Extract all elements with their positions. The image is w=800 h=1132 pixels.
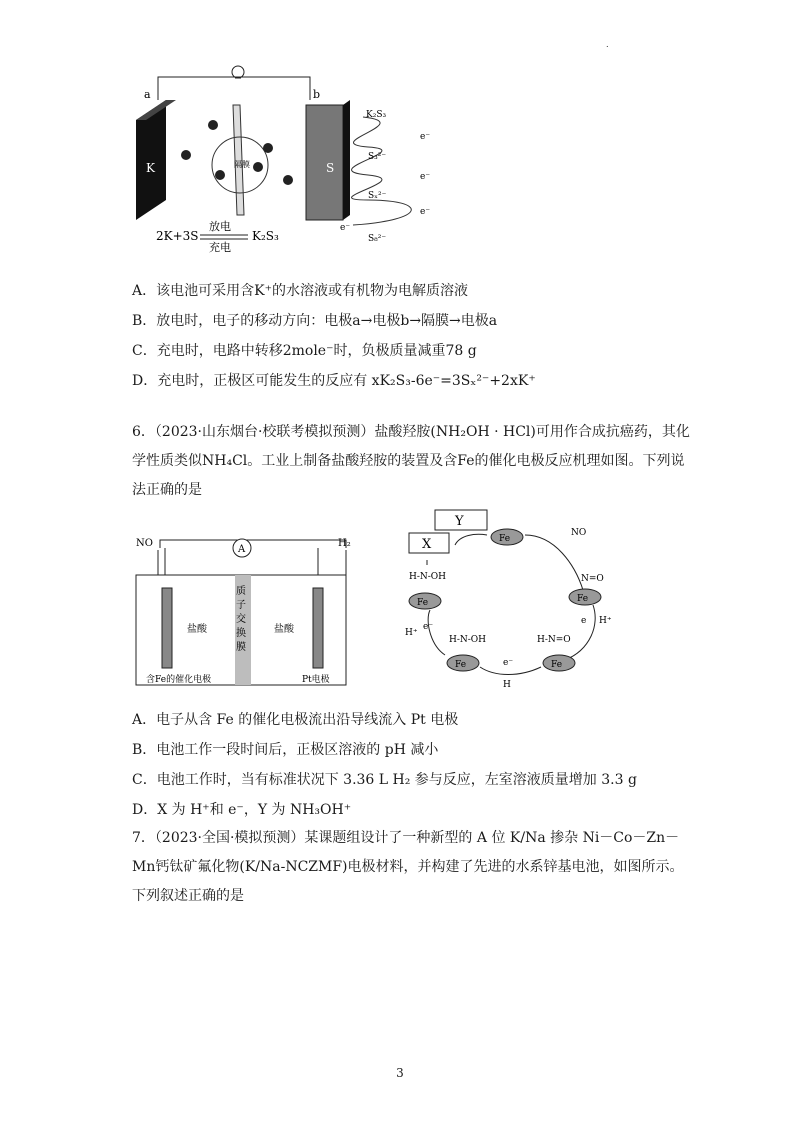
species-5: Sₓ²⁻ <box>368 191 387 201</box>
svg-text:H-N=O: H-N=O <box>537 635 571 645</box>
svg-text:子: 子 <box>236 600 246 611</box>
label-k: K <box>146 161 155 175</box>
h-label-2: H <box>503 680 511 690</box>
q5-option-c: C．充电时，电路中转移2mole⁻时，负极质量减重78 g <box>132 343 477 359</box>
page-dot: . <box>606 40 609 49</box>
fe-node-1: Fe <box>499 534 511 544</box>
fe-node-2: Fe <box>577 594 589 604</box>
q6-stem: 6．（2023·山东烟台·校联考模拟预测）盐酸羟胺(NH₂OH · HCl)可用作合成抗癌药，其化学性质类似NH₄Cl。工业上制备盐酸羟胺的装置及含Fe的催化电极反应机理如图。下列说法正确的是 <box>132 424 690 498</box>
q6-option-b: B．电池工作一段时间后，正极区溶液的 pH 减小 <box>132 742 439 758</box>
h2-label: H₂ <box>338 538 351 549</box>
membrane-label: 隔膜 <box>234 160 250 169</box>
eq-charge: 充电 <box>209 241 231 254</box>
species-2: e⁻ <box>420 132 431 142</box>
svg-text:H-N-OH: H-N-OH <box>409 572 447 582</box>
figure-k-s-battery <box>128 55 448 255</box>
e-minus-2: e⁻ <box>503 658 514 668</box>
svg-text:H-N-OH: H-N-OH <box>449 635 487 645</box>
fe-node-4: Fe <box>455 660 467 670</box>
species-1: K₂S₃ <box>366 110 387 120</box>
species-8: e⁻ <box>340 223 351 233</box>
figure-electrolysis-cell <box>132 530 362 690</box>
e-minus-3: e⁻ <box>423 622 434 632</box>
q6-option-a: A．电子从含 Fe 的催化电极流出沿导线流入 Pt 电极 <box>132 712 459 728</box>
right-electrode-label: Pt电极 <box>302 675 330 685</box>
species-3: S₃²⁻ <box>368 152 387 162</box>
x-box-label: X <box>422 537 432 552</box>
label-b: b <box>313 88 321 101</box>
svg-text:膜: 膜 <box>236 642 246 653</box>
q5-option-d: D．充电时，正极区可能发生的反应有 xK₂S₃-6e⁻=3Sₓ²⁻+2xK⁺ <box>132 373 536 389</box>
eq-discharge: 放电 <box>209 220 231 233</box>
fe-node-3: Fe <box>551 660 563 670</box>
left-solution: 盐酸 <box>187 624 207 635</box>
no-label: NO <box>136 538 153 549</box>
q7-stem: 7．（2023·全国·模拟预测）某课题组设计了一种新型的 A 位 K/Na 掺杂 Ni－Co－Zn－Mn钙钛矿氟化物(K/Na-NCZMF)电极材料，并构建了先进的水系锌基电池，如图所示。下列叙述正确的是 <box>132 830 684 904</box>
eq-left: 2K+3S <box>156 229 199 243</box>
q5-option-a: A．该电池可采用含K⁺的水溶液或有机物为电解质溶液 <box>132 283 468 299</box>
label-a: a <box>144 88 151 101</box>
q6-option-d: D．X 为 H⁺和 e⁻，Y 为 NH₃OH⁺ <box>132 802 352 818</box>
label-s: S <box>326 161 335 175</box>
y-box-label: Y <box>455 514 464 529</box>
left-electrode-label: 含Fe的催化电极 <box>146 675 212 685</box>
species-6: e⁻ <box>420 207 431 217</box>
membrane-label-2: 质 <box>236 586 246 597</box>
no-reagent: NO <box>571 528 587 538</box>
fe-node-5: Fe <box>417 598 429 608</box>
svg-text:N=O: N=O <box>581 574 604 584</box>
page-number: 3 <box>396 1066 404 1080</box>
figure-reaction-cycle <box>395 505 635 695</box>
e-label-1: e <box>581 616 587 626</box>
q6-option-c: C．电池工作时，当有标准状况下 3.36 L H₂ 参与反应，左室溶液质量增加 3.3 g <box>132 772 637 788</box>
species-7: S₈²⁻ <box>368 234 387 244</box>
svg-text:换: 换 <box>236 628 246 639</box>
q5-option-b: B．放电时，电子的移动方向：电极a→电极b→隔膜→电极a <box>132 313 498 329</box>
eq-right: K₂S₃ <box>252 229 279 243</box>
svg-text:交: 交 <box>236 614 246 625</box>
h-plus-2: H⁺ <box>405 628 418 638</box>
species-4: e⁻ <box>420 172 431 182</box>
h-plus-1: H⁺ <box>599 616 612 626</box>
bulb-icon <box>232 66 244 78</box>
ammeter-label: A <box>238 544 246 555</box>
right-solution: 盐酸 <box>274 624 294 635</box>
